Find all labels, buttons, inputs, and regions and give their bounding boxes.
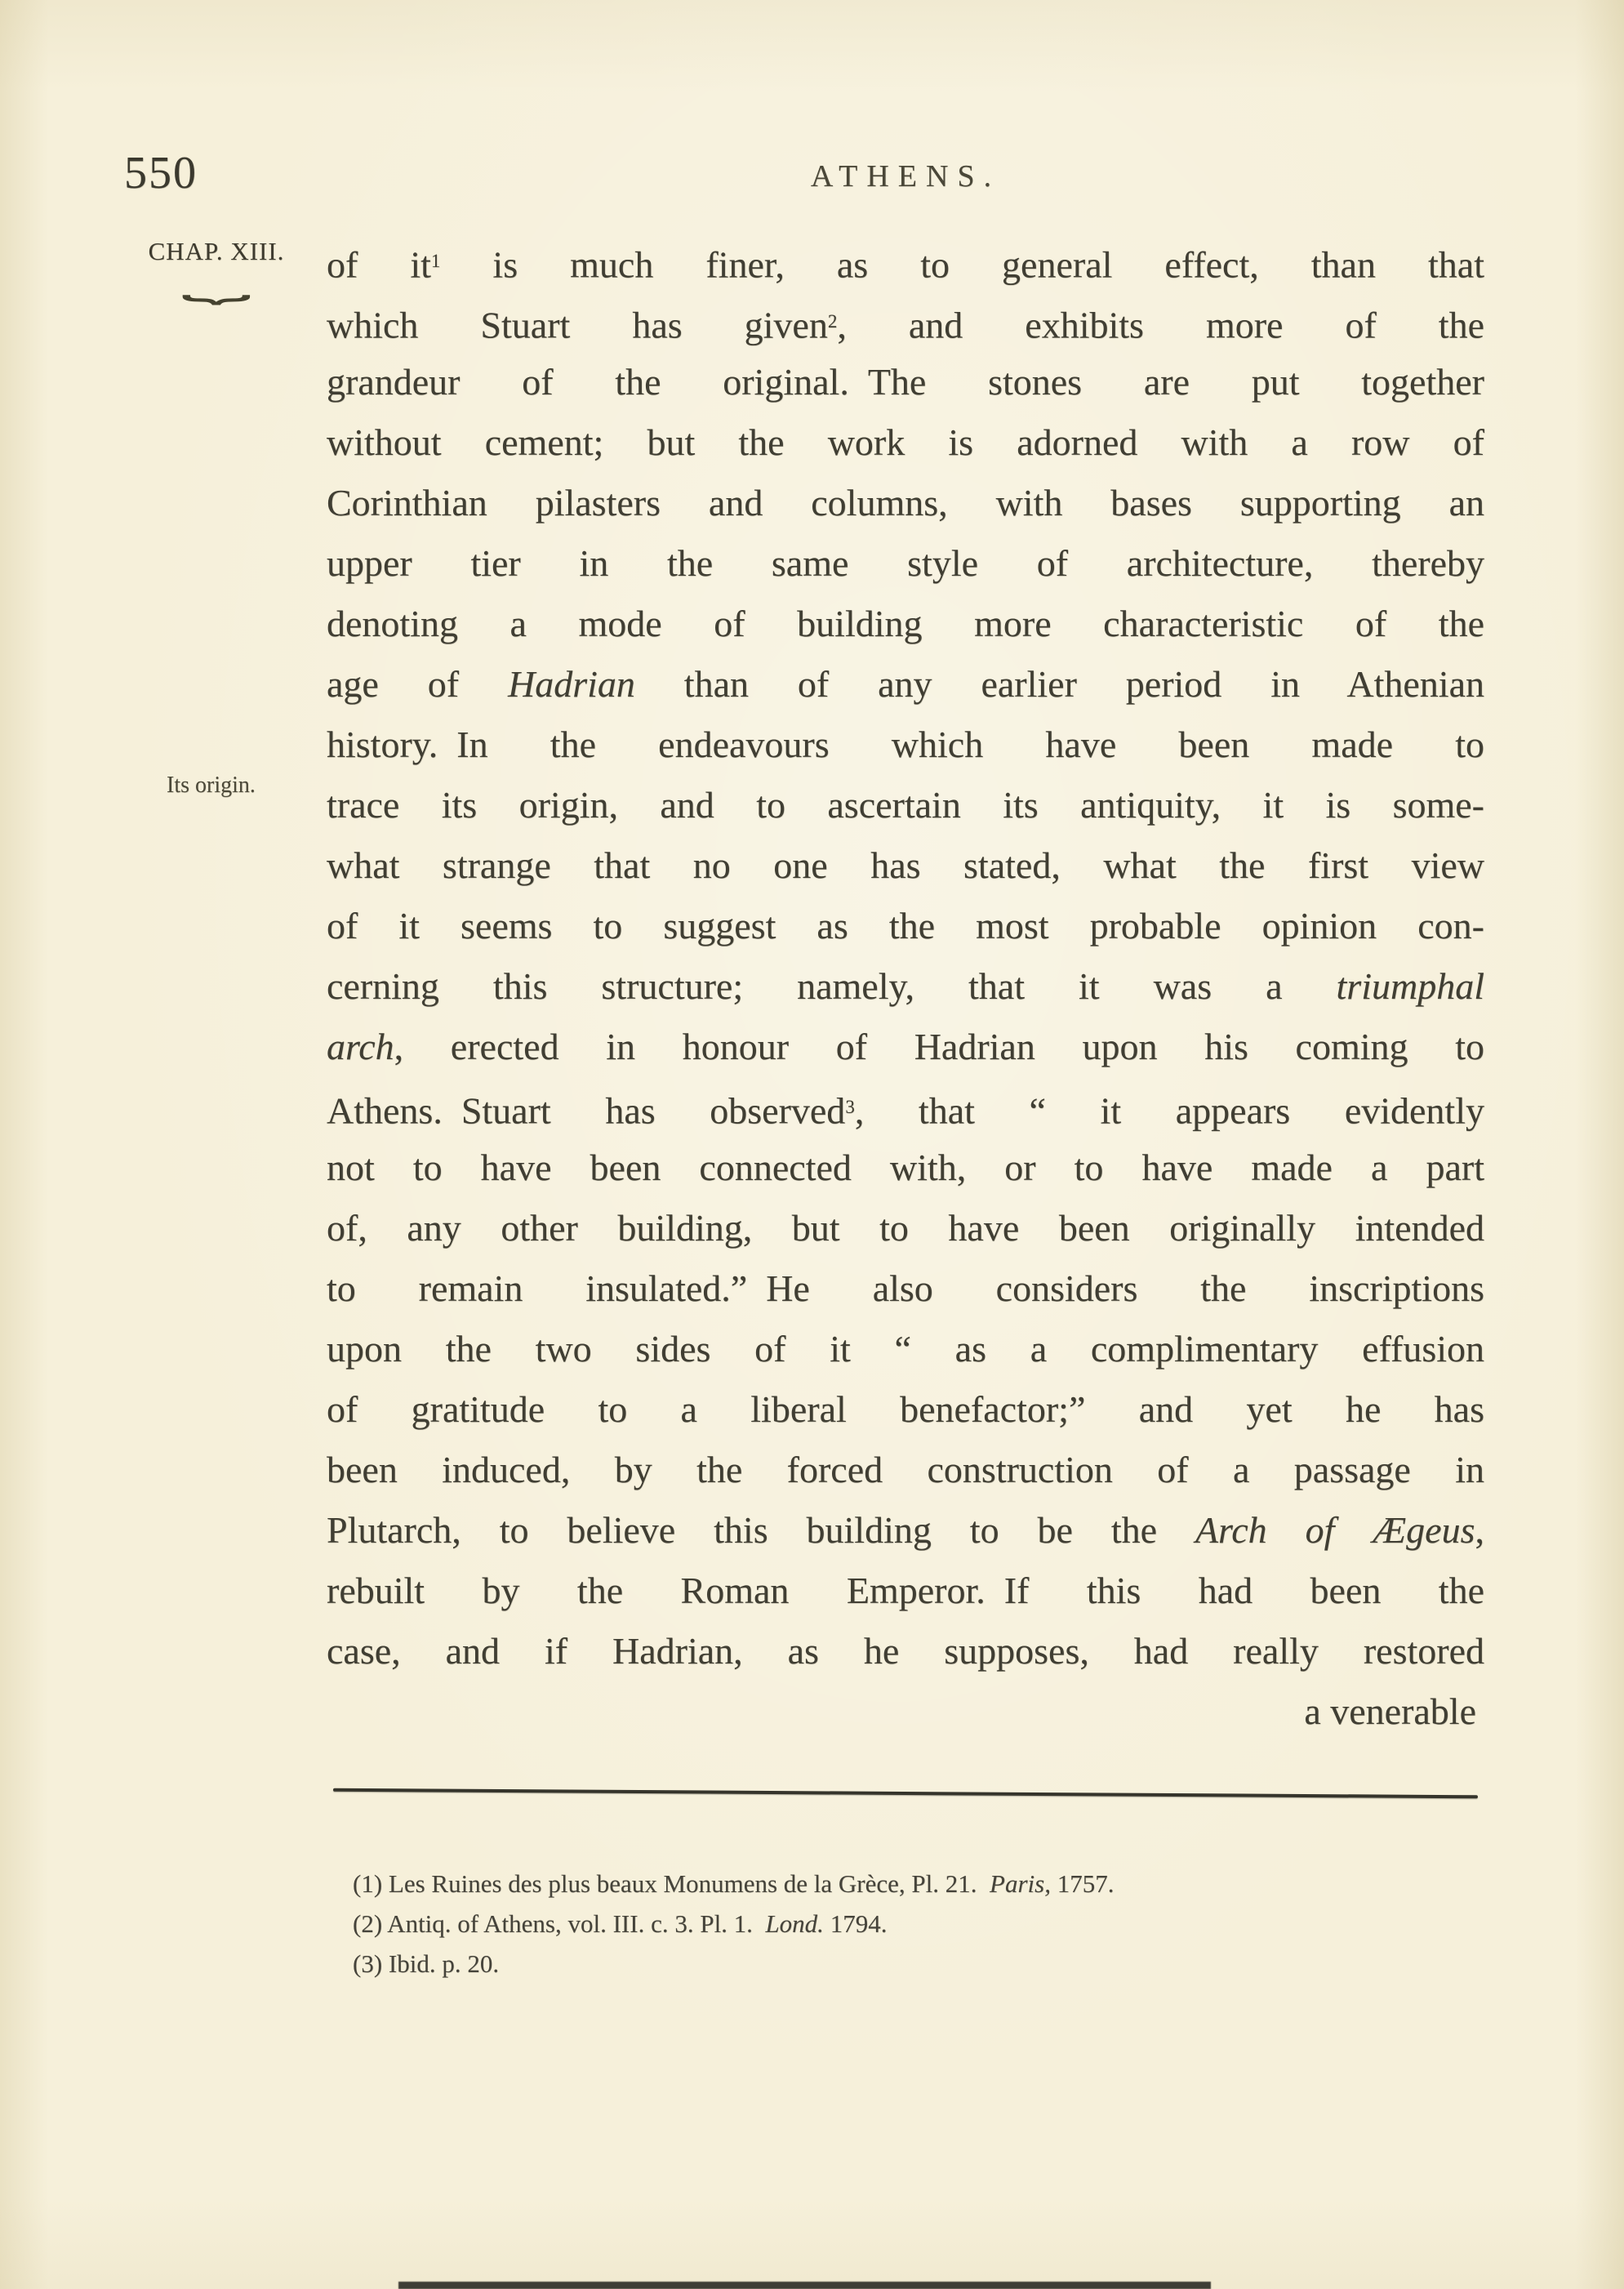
body-text	[327, 231, 1484, 1742]
text-segment: Athens. Stuart has observed	[327, 1089, 846, 1132]
text-segment: Hadrian	[507, 663, 635, 705]
text-segment: not to have been connected with, or to have made a part	[327, 1147, 1484, 1188]
text-segment: Lond.	[765, 1909, 824, 1938]
body-line	[327, 352, 1484, 412]
text-segment: of, any other building, but to have been originally intended	[327, 1207, 1484, 1249]
text-segment: , erected in honour of Hadrian upon his coming to	[394, 1026, 1484, 1067]
text-segment: rebuilt by the Roman Emperor. If this had been the	[327, 1570, 1484, 1611]
body-line	[327, 533, 1484, 594]
body-line	[327, 1319, 1484, 1379]
body-line	[327, 594, 1484, 654]
text-segment: (1) Les Ruines des plus beaux Monumens de la Grèce, Pl. 21.	[353, 1869, 990, 1898]
text-segment: triumphal	[1336, 965, 1484, 1007]
footnote-line	[353, 1864, 1496, 1904]
body-line	[327, 775, 1484, 835]
body-line	[327, 1440, 1484, 1500]
chapter-margin-note	[122, 237, 310, 303]
text-segment: what strange that no one has stated, what the first view	[327, 844, 1484, 886]
text-segment: upon the two sides of it “ as a complimentary effusion	[327, 1328, 1484, 1369]
body-line	[327, 473, 1484, 533]
text-segment: , and exhibits more of the	[837, 304, 1484, 346]
text-segment: of it	[327, 243, 431, 286]
body-line	[327, 1138, 1484, 1198]
body-line	[327, 1500, 1484, 1561]
body-line	[327, 896, 1484, 956]
body-line	[327, 1077, 1484, 1138]
page-number: 550	[124, 148, 198, 198]
text-segment: age of	[327, 663, 508, 705]
body-line	[327, 231, 1484, 292]
text-segment: arch	[327, 1026, 394, 1067]
text-segment: which Stuart has given	[327, 304, 828, 346]
body-line	[327, 1198, 1484, 1258]
body-line	[327, 1561, 1484, 1621]
footnote-marker: 3	[845, 1097, 855, 1117]
text-segment: 1794.	[823, 1909, 888, 1938]
text-segment: of gratitude to a liberal benefactor;” and yet he has	[327, 1388, 1484, 1430]
text-segment: case, and if Hadrian, as he supposes, had really restored	[327, 1630, 1484, 1672]
text-segment: without cement; but the work is adorned with a row of	[327, 421, 1484, 463]
underbrace-decoration: ⏟	[181, 252, 251, 303]
margin-note-its-origin: Its origin.	[167, 773, 256, 798]
body-line	[327, 1621, 1484, 1681]
text-segment: , that “ it appears evidently	[854, 1089, 1484, 1132]
text-segment: (3) Ibid. p. 20.	[353, 1949, 500, 1978]
text-segment: (2) Antiq. of Athens, vol. III. c. 3. Pl. 1.	[353, 1909, 766, 1938]
body-line	[327, 1017, 1484, 1077]
body-lines	[327, 231, 1484, 1681]
footnotes	[353, 1864, 1496, 1984]
body-line	[327, 292, 1484, 352]
footnote-line	[353, 1944, 1496, 1984]
text-segment: been induced, by the forced construction of a passage in	[327, 1449, 1484, 1490]
footnote-rule	[333, 1788, 1478, 1799]
chapter-label: CHAP. XIII.	[148, 237, 285, 265]
text-segment: is much finer, as to general effect, than that	[440, 243, 1484, 286]
text-segment: Arch of Ægeus	[1195, 1509, 1475, 1551]
text-segment: denoting a mode of building more characteristic of the	[327, 603, 1484, 644]
body-line	[327, 956, 1484, 1017]
text-segment: than of any earlier period in Athenian	[634, 663, 1484, 705]
scan-edge-artifact	[398, 2282, 1211, 2289]
text-segment: 1757.	[1050, 1869, 1115, 1898]
body-line	[327, 835, 1484, 896]
body-line	[327, 654, 1484, 715]
body-line	[327, 715, 1484, 775]
body-line	[327, 1379, 1484, 1440]
footnote-line	[353, 1904, 1496, 1944]
body-line	[327, 412, 1484, 473]
text-segment: Corinthian pilasters and columns, with bases supporting an	[327, 482, 1484, 523]
text-segment: Plutarch, to believe this building to be the	[327, 1509, 1195, 1551]
text-segment: Paris,	[990, 1869, 1051, 1898]
text-segment: to remain insulated.” He also considers the inscriptions	[327, 1267, 1484, 1309]
text-segment: of it seems to suggest as the most probable opinion con-	[327, 905, 1484, 946]
text-segment: trace its origin, and to ascertain its antiquity, it is some-	[327, 784, 1484, 826]
text-segment: history. In the endeavours which have been made to	[327, 724, 1484, 765]
text-segment: cerning this structure; namely, that it was a	[327, 965, 1337, 1007]
body-line	[327, 1258, 1484, 1319]
text-segment: upper tier in the same style of architecture, thereby	[327, 542, 1484, 584]
running-head: ATHENS.	[810, 159, 1001, 194]
catchword: a venerable	[1304, 1690, 1476, 1732]
text-segment: grandeur of the original. The stones are put together	[327, 361, 1484, 403]
footnote-marker: 2	[827, 311, 838, 332]
footnote-marker: 1	[430, 251, 441, 271]
text-segment: ,	[1475, 1509, 1484, 1551]
